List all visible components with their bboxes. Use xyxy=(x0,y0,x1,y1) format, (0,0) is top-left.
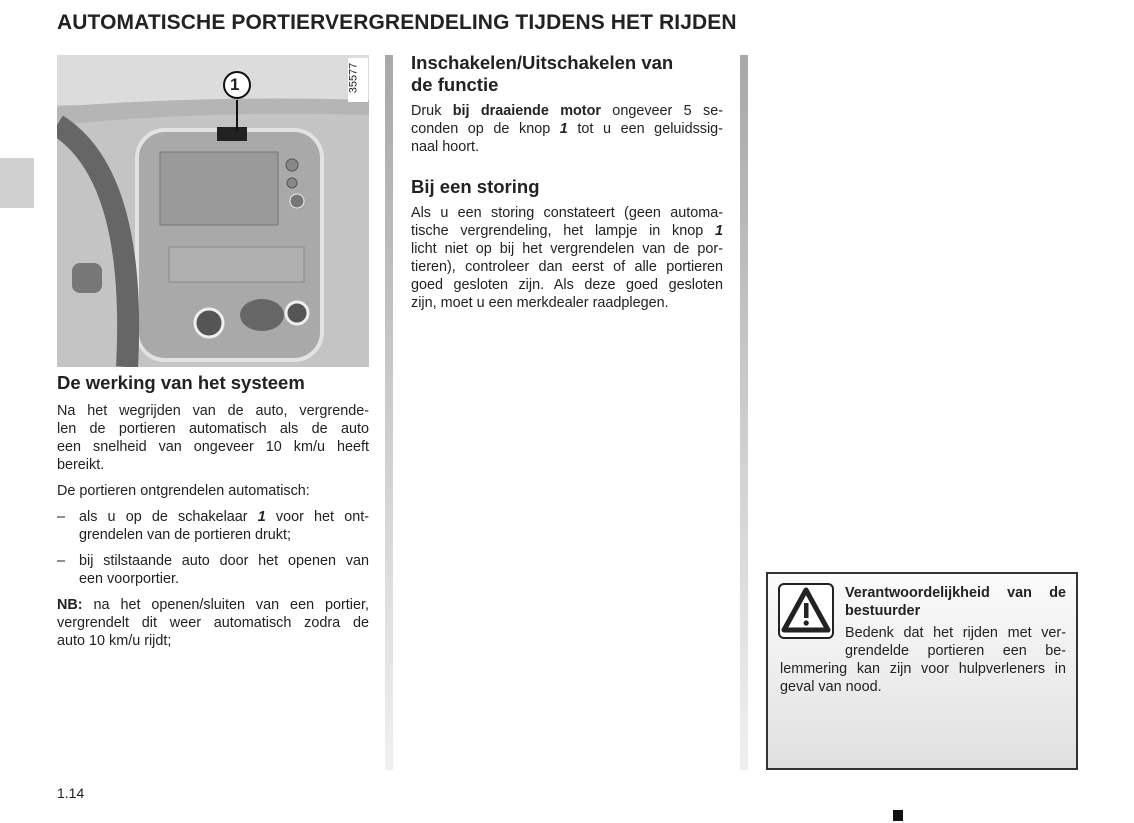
text: tot u een geluidssig- xyxy=(567,121,723,137)
section-heading: De werking van het systeem xyxy=(57,372,305,393)
dashboard-figure xyxy=(57,55,369,367)
paragraph xyxy=(57,402,369,474)
text-line: grendelen van de portieren drukt; xyxy=(79,527,292,543)
text-line: geval van nood. xyxy=(780,679,882,695)
left-column xyxy=(57,372,369,658)
text-line: bestuurder xyxy=(845,603,921,619)
text-line: tieren), controleer dan eerst of alle portieren xyxy=(411,259,723,275)
text-line: auto 10 km/u rijdt; xyxy=(57,633,172,649)
list-item xyxy=(57,552,369,588)
text-line: lemmering kan zijn voor hulpverleners in xyxy=(780,661,1066,677)
text-line: goed gesloten zijn. Als deze goed gesloten xyxy=(411,277,723,293)
dash: – xyxy=(57,553,66,569)
column-divider xyxy=(740,55,748,770)
text-line: zijn, moet u een merkdealer raadplegen. xyxy=(411,295,669,311)
text: als u op de schakelaar xyxy=(79,509,258,525)
heading-line: Inschakelen/Uitschakelen van xyxy=(411,52,674,73)
note xyxy=(57,596,369,650)
figure-ref-number xyxy=(348,58,368,102)
figure-callout-1: 1 xyxy=(230,75,240,94)
section-heading xyxy=(411,52,723,96)
text: ongeveer 5 se- xyxy=(600,103,723,119)
text: tische vergrendeling, het lampje in knop xyxy=(411,223,715,239)
list-item xyxy=(57,508,369,544)
bold-text: bij draaiende motor xyxy=(452,103,601,119)
paragraph xyxy=(411,102,723,156)
text-line: Bedenk dat het rijden met ver- xyxy=(845,625,1066,641)
text-line: een snelheid van ongeveer 10 km/u heeft xyxy=(57,439,369,455)
text-line: licht niet op bij het vergrendelen van de por- xyxy=(411,241,723,257)
chapter-tab xyxy=(0,158,34,208)
warning-box xyxy=(766,572,1078,770)
text-line: een voorportier. xyxy=(79,571,179,587)
heading-line: de functie xyxy=(411,74,499,95)
button-ref: 1 xyxy=(714,223,723,239)
text: na het openen/sluiten van een portier, xyxy=(82,597,369,613)
text-line: bereikt. xyxy=(57,457,105,473)
page-number: 1.14 xyxy=(57,785,85,801)
page-marker xyxy=(893,810,903,821)
column-divider xyxy=(385,55,393,770)
text: Druk xyxy=(411,103,453,119)
middle-column xyxy=(411,52,723,320)
dash: – xyxy=(57,509,66,525)
paragraph: De portieren ontgrendelen automatisch: xyxy=(57,483,310,499)
warning-heading xyxy=(780,584,1066,620)
text-line: bij stilstaande auto door het openen van xyxy=(79,553,369,569)
text-line: grendelde portieren een be- xyxy=(845,643,1066,659)
section-heading: Bij een storing xyxy=(411,176,540,197)
warning-text xyxy=(780,584,1066,696)
text-line: len de portieren automatisch als de auto xyxy=(57,421,369,437)
text-line: vergrendelt dit weer automatisch zodra de xyxy=(57,615,369,631)
paragraph xyxy=(411,204,723,312)
note-label: NB: xyxy=(57,597,83,613)
text-line: Als u een storing constateert (geen automa- xyxy=(411,205,723,221)
text-line: naal hoort. xyxy=(411,139,480,155)
text-line: Na het wegrijden van de auto, vergrende- xyxy=(57,403,369,419)
button-ref: 1 xyxy=(257,509,266,525)
text-line: Verantwoordelijkheid van de xyxy=(845,585,1066,601)
dashboard-illustration xyxy=(57,55,369,367)
text: conden op de knop xyxy=(411,121,560,137)
text: voor het ont- xyxy=(265,509,370,525)
figure-ref-text: 35577 xyxy=(347,62,360,94)
button-ref: 1 xyxy=(559,121,568,137)
page-title: AUTOMATISCHE PORTIERVERGRENDELING TIJDENS HET RIJDEN xyxy=(57,11,737,34)
